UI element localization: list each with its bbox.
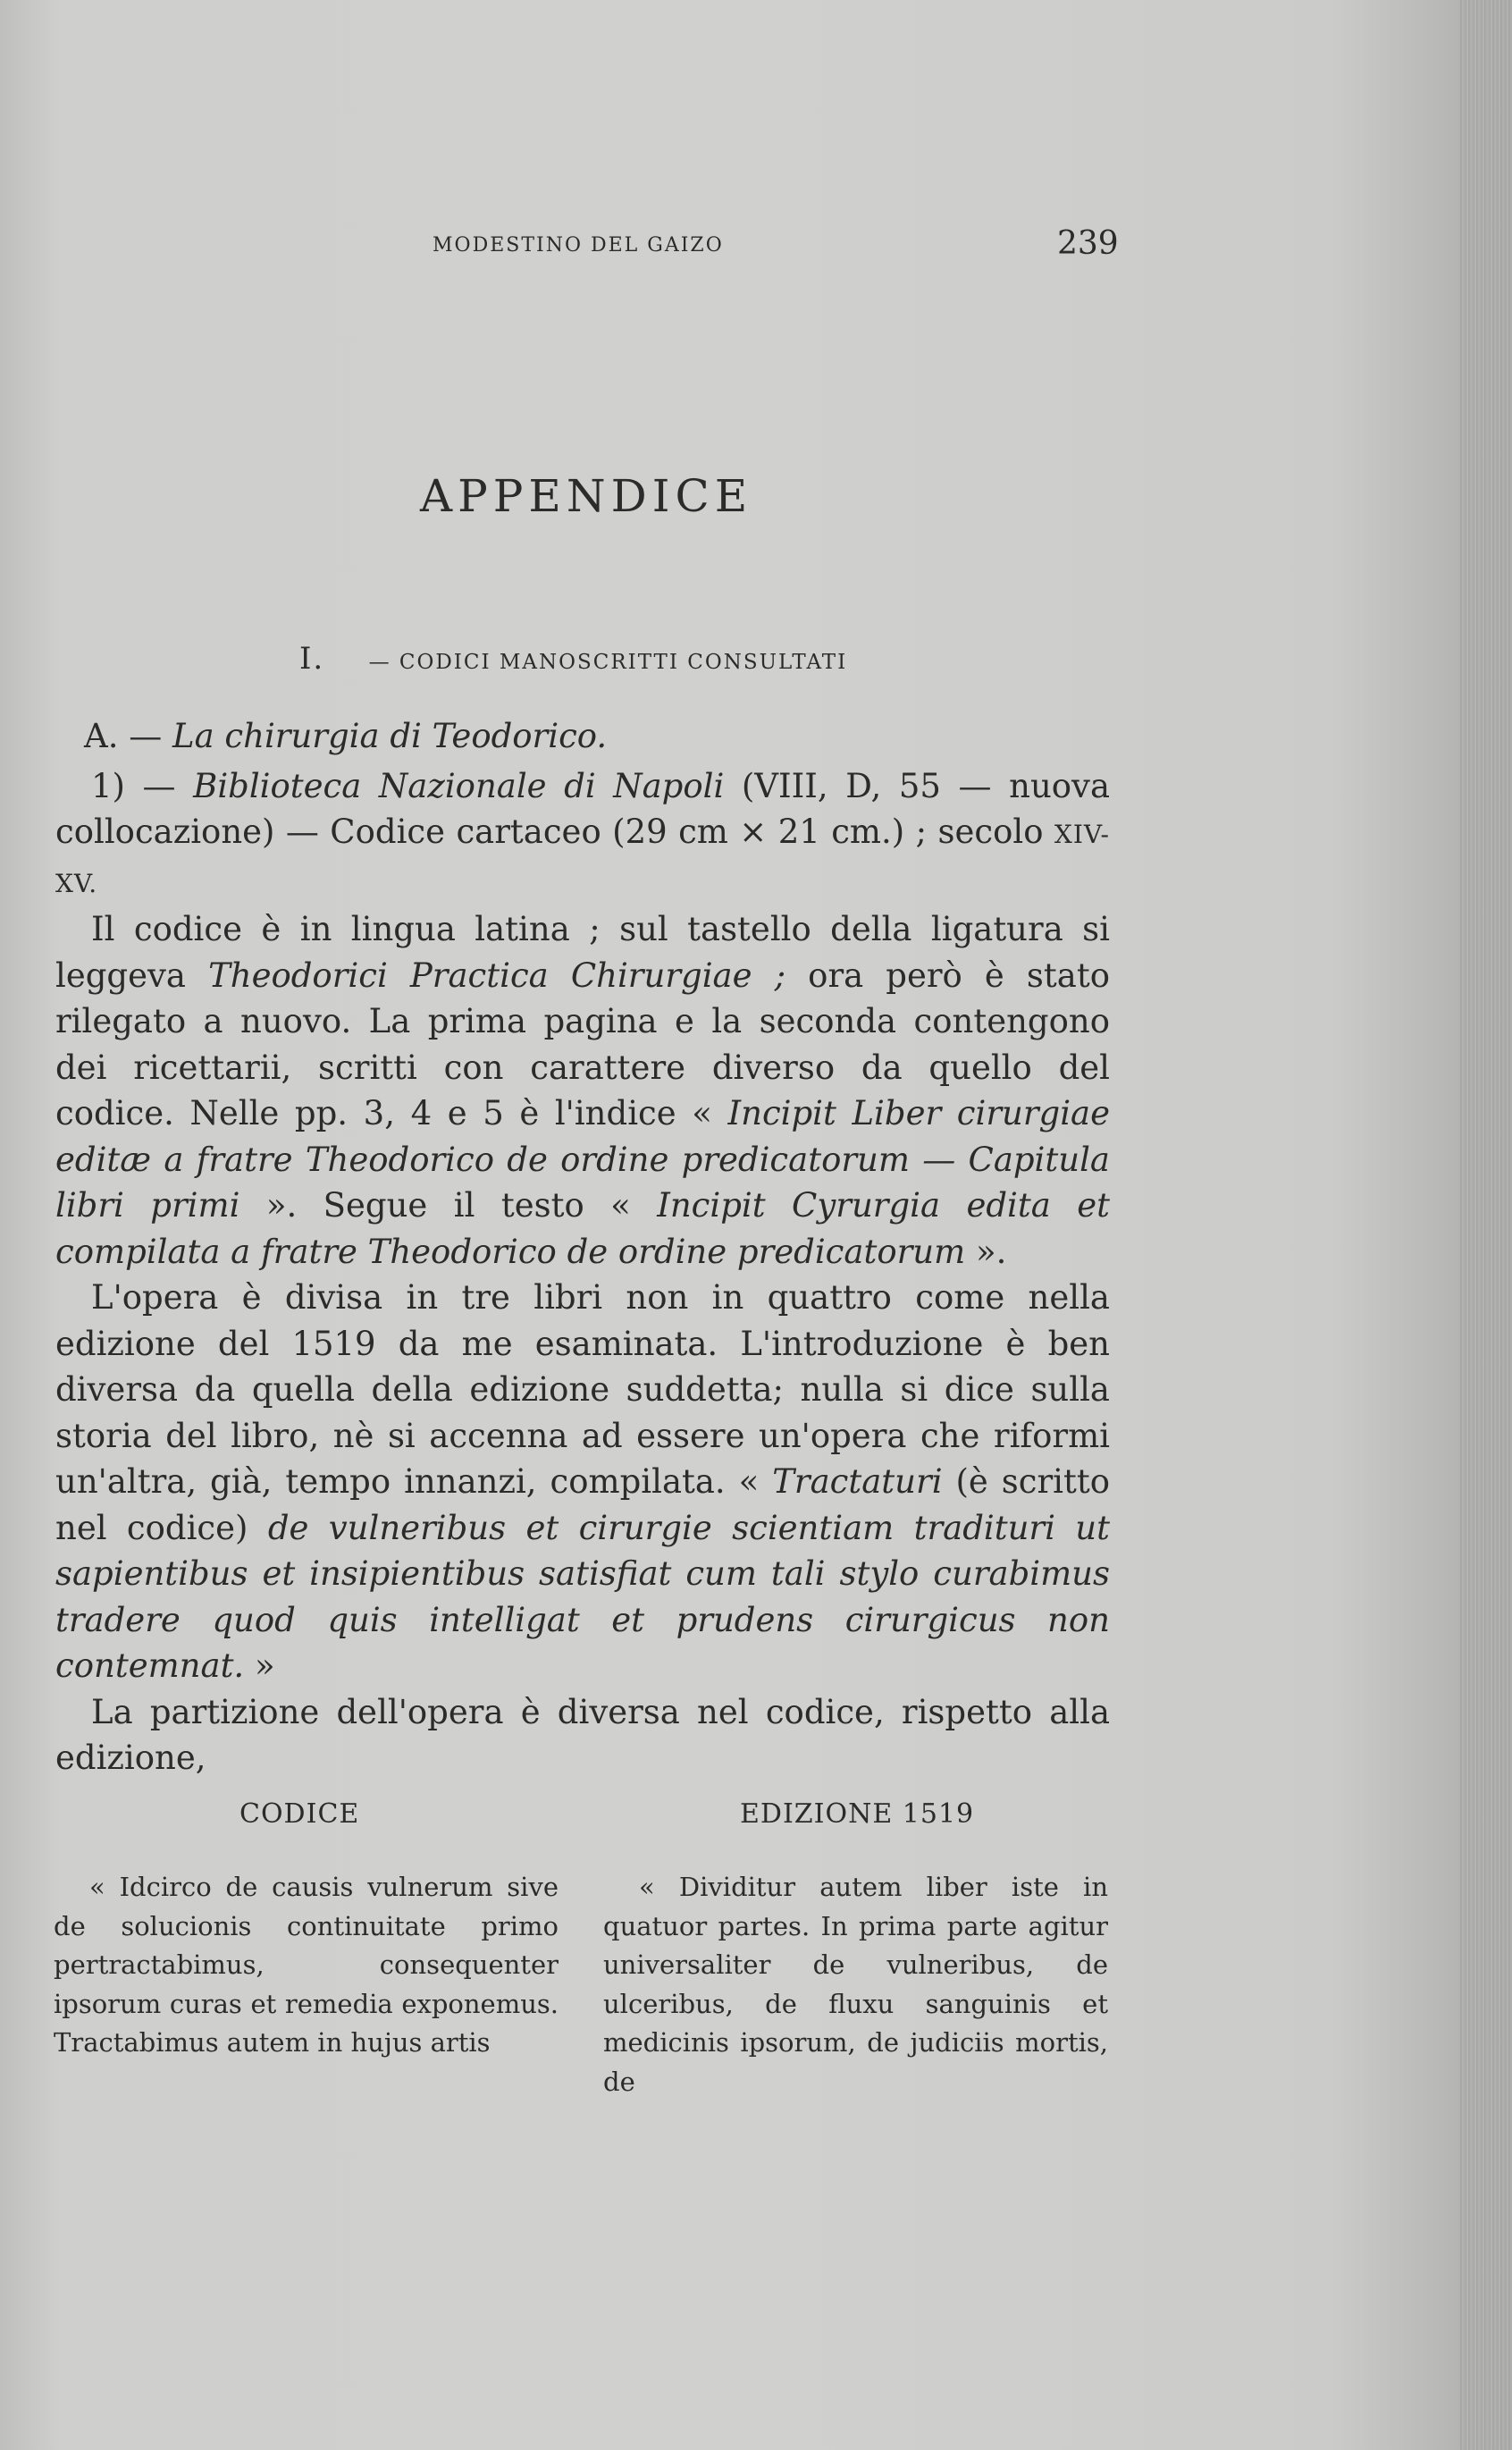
italic-run: de vulneribus et cirurgie scientiam tradituri ut sapientibus et insipientibus satisfiat cum tali stylo curabimus tradere quod quis intelligat et prudens cirurgicus non contemnat. <box>55 1508 1110 1685</box>
edizione-text: « Dividitur autem liber iste in quatuor partes. In prima parte agitur universaliter de vulneribus, de ulceribus, de fluxu sanguinis et medicinis ipsorum, de judiciis mortis, de <box>603 1872 1108 2097</box>
italic-run: Incipit Cyrurgia edita et compilata a fratre Theodorico de ordine predicatorum <box>55 1186 1110 1271</box>
paragraph-2 <box>55 1275 1110 1689</box>
text-run: ora però è stato rilegato a nuovo. La prima pagina e la seconda contengono dei ricettarii, scritti con carattere diverso da quello del codice. Nelle pp. 3, 4 e 5 è l'indice « <box>55 956 1110 1132</box>
section-heading <box>299 641 847 677</box>
italic-run: Theodorici Practica Chirurgiae ; <box>208 956 786 995</box>
codice-text: « Idcirco de causis vulnerum sive de solucionis continuitate primo pertractabimus, consequenter ipsorum curas et remedia exponemus. Tractabimus autem in hujus artis <box>54 1872 559 2058</box>
appendix-title: APPENDICE <box>420 470 753 522</box>
column-codice <box>54 1868 559 2063</box>
text-run: ». <box>965 1232 1007 1271</box>
text-run: (è scritto nel codice) <box>55 1462 1110 1547</box>
text-run: L'opera è divisa in tre libri non in quattro come nella edizione del 1519 da me esaminata. L'introduzione è ben diversa da quella della edizione suddetta; nulla si dice sulla storia del libro, nè si accenna ad essere un'opera che riformi un'altra, già, tempo innanzi, compilata. « <box>55 1278 1110 1501</box>
century: XIV-XV. <box>55 820 1110 898</box>
section-number: I. <box>299 641 325 677</box>
text-run: ». Segue il testo « <box>239 1186 658 1225</box>
item-1-label: 1) — <box>91 766 176 805</box>
library-name: Biblioteca Nazionale di Napoli <box>193 766 725 805</box>
text-run: » <box>244 1646 275 1685</box>
running-head: MODESTINO DEL GAIZO <box>433 234 724 257</box>
item-1-paragraph <box>55 763 1110 907</box>
column-heading-codice: CODICE <box>239 1798 360 1830</box>
item-1-description: (VIII, D, 55 — nuova collocazione) — Codice cartaceo (29 cm × 21 cm.) ; secolo <box>55 766 1111 851</box>
italic-run: Tractaturi <box>772 1462 943 1501</box>
text-run: Il codice è in lingua latina ; sul tastello della ligatura si leggeva <box>55 910 1110 995</box>
column-heading-edizione: EDIZIONE 1519 <box>740 1798 975 1830</box>
italic-run: Incipit Liber cirurgiae editæ a fratre Theodorico de ordine predicatorum — Capitula libri primi <box>55 1094 1110 1225</box>
section-dash: — <box>368 651 391 674</box>
subsection-label: A. — <box>84 717 163 755</box>
section-title: CODICI MANOSCRITTI CONSULTATI <box>399 651 848 674</box>
main-text <box>55 713 1110 1781</box>
column-edizione <box>603 1868 1108 2101</box>
page-number: 239 <box>1057 225 1119 262</box>
subsection-title: La chirurgia di Teodorico. <box>172 717 608 755</box>
subsection-heading <box>84 713 1110 760</box>
book-page-edges <box>1460 0 1512 2450</box>
paragraph-3: La partizione dell'opera è diversa nel codice, rispetto alla edizione, <box>55 1692 1110 1777</box>
paragraph-1 <box>55 906 1110 1275</box>
